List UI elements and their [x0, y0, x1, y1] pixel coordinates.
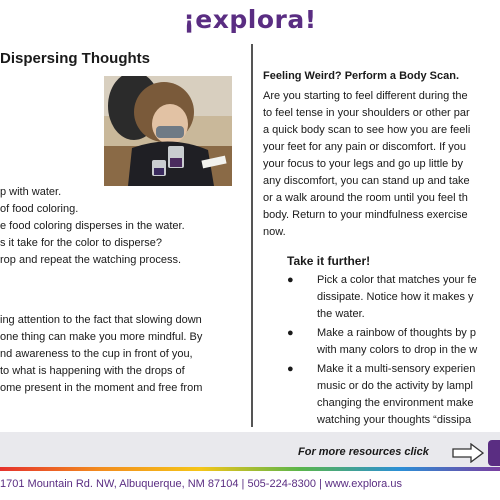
text-line: your feet for any pain or discomfort. If you	[263, 141, 466, 153]
bullet-line: dissipate. Notice how it makes y	[317, 291, 474, 303]
left-column	[0, 44, 246, 427]
bullet-line: Pick a color that matches your fe	[317, 274, 477, 286]
bullet-icon: ●	[287, 363, 294, 375]
text-line: a quick body scan to see how you are feeli	[263, 124, 471, 136]
step-item: p with water.	[0, 186, 62, 198]
bullet-item	[287, 361, 500, 427]
section-title: Dispersing Thoughts	[0, 50, 150, 67]
step-item: e food coloring disperses in the water.	[0, 220, 185, 232]
footer-address: 1701 Mountain Rd. NW, Albuquerque, NM 87104 | 505-224-8300 | www.explora.us	[0, 478, 402, 490]
bullet-line: changing the environment make	[317, 397, 474, 409]
bullet-line: Make a rainbow of thoughts by p	[317, 327, 476, 339]
bullet-icon: ●	[287, 274, 294, 286]
step-item: s it take for the color to disperse?	[0, 237, 163, 249]
text-line: now.	[263, 226, 286, 238]
take-it-further-heading: Take it further!	[287, 254, 371, 268]
column-divider	[251, 44, 253, 427]
body-scan-paragraph	[263, 88, 500, 241]
step-item: rop and repeat the watching process.	[0, 254, 182, 266]
text-line: to feel tense in your shoulders or other par	[263, 107, 470, 119]
header	[0, 0, 500, 38]
text-line: any discomfort, you can stand up and take	[263, 175, 470, 187]
activity-photo	[104, 76, 232, 186]
text-line: ing attention to the fact that slowing down	[0, 314, 202, 326]
bullet-item	[287, 325, 500, 359]
text-line: one thing can make you more mindful. By	[0, 331, 203, 343]
text-line: to what is happening with the drops of	[0, 365, 185, 377]
bullet-line: the water.	[317, 308, 365, 320]
purple-tab[interactable]	[488, 440, 500, 466]
text-line: ome present in the moment and free from	[0, 382, 203, 394]
text-line: or a walk around the room until you feel th	[263, 192, 468, 204]
bullet-line: Make it a multi-sensory experien	[317, 363, 476, 375]
explora-logo: ¡explora!	[183, 4, 317, 34]
bullet-line: music or do the activity by lampl	[317, 380, 473, 392]
bullet-line: with many colors to drop in the w	[317, 344, 478, 356]
step-item: of food coloring.	[0, 203, 79, 215]
further-bullets	[287, 272, 500, 427]
text-line: body. Return to your mindfulness exercise	[263, 209, 468, 221]
more-resources-link[interactable]: For more resources click	[298, 446, 429, 458]
body-scan-heading: Feeling Weird? Perform a Body Scan.	[263, 70, 460, 82]
arrow-right-icon[interactable]	[452, 443, 484, 463]
text-line: your focus to your legs and go up little by	[263, 158, 463, 170]
bullet-item	[287, 272, 500, 323]
bullet-line: watching your thoughts “dissipa	[317, 414, 472, 426]
right-column	[263, 44, 500, 427]
text-line: nd awareness to the cup in front of you,	[0, 348, 193, 360]
text-line: Are you starting to feel different during the	[263, 90, 468, 102]
bullet-icon: ●	[287, 327, 294, 339]
left-paragraph	[0, 312, 246, 397]
steps-list	[0, 184, 246, 269]
